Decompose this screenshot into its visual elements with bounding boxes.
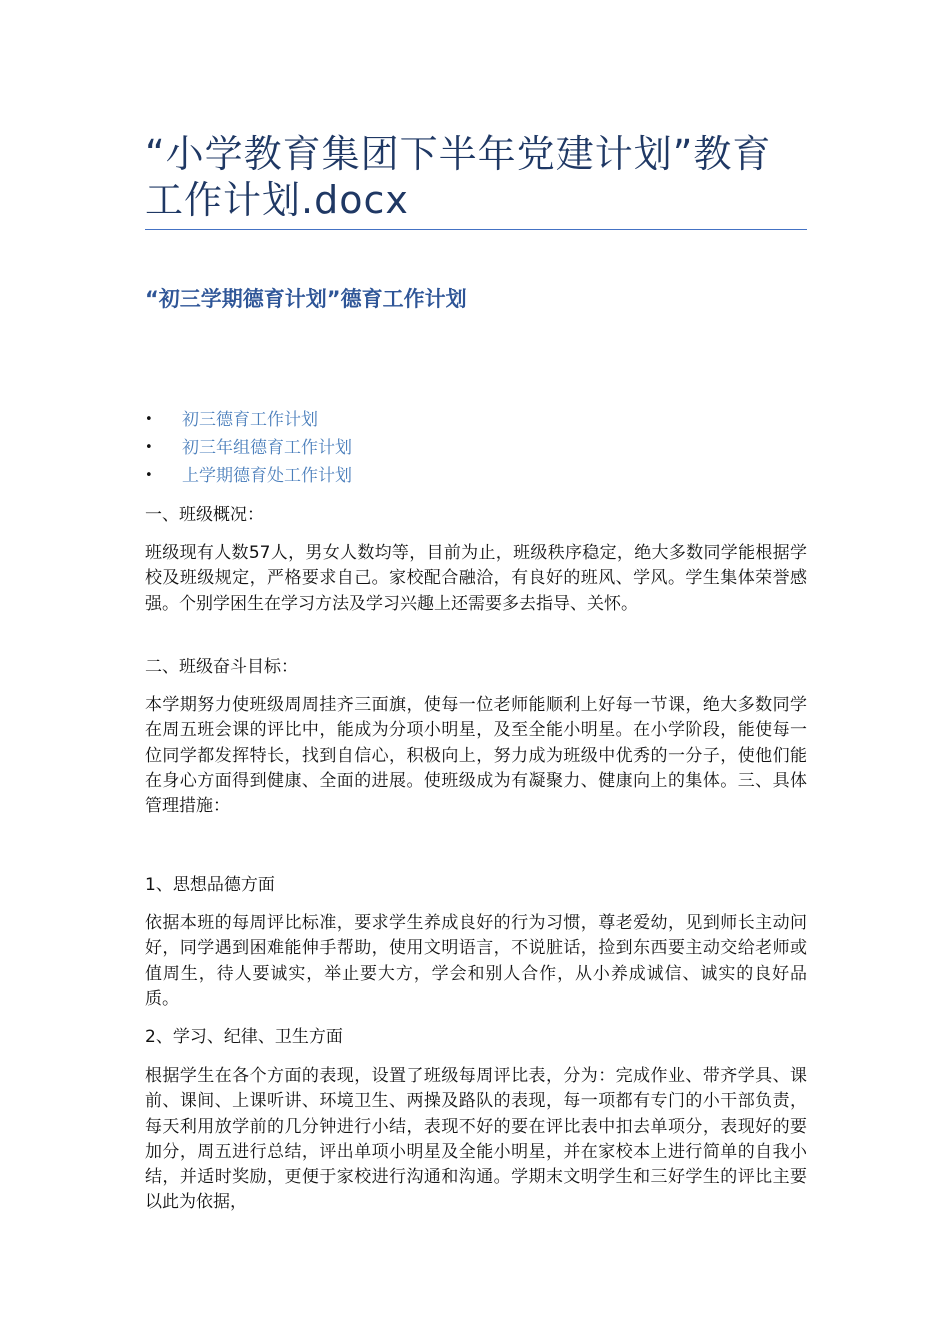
body-paragraph: 根据学生在各个方面的表现，设置了班级每周评比表，分为：完成作业、带齐学具、课前、课间、上课听讲、环境卫生、两操及路队的表现，每一项都有专门的小干部负责，每天利用放学前的几分钟进行小结，表现不好的要在评比表中扣去单项分，表现好的要加分，周五进行总结，评出单项小明星及全能小明星，并在家校本上进行简单的自我小结，并适时奖励，更便于家校进行沟通和沟通。学期末文明学生和三好学生的评比主要以此为依据， bbox=[145, 1066, 807, 1213]
related-link[interactable]: 初三年组德育工作计划 bbox=[182, 438, 352, 458]
document-subtitle: “初三学期德育计划”德育工作计划 bbox=[145, 287, 467, 311]
section-heading: 一、班级概况： bbox=[145, 505, 264, 525]
related-link[interactable]: 上学期德育处工作计划 bbox=[182, 466, 352, 486]
title-divider bbox=[145, 229, 807, 230]
bullet-icon: • bbox=[145, 440, 153, 455]
related-link-item bbox=[145, 434, 352, 462]
related-link-item bbox=[145, 406, 352, 434]
document-title: “小学教育集团下半年党建计划”教育工作计划.docx bbox=[145, 132, 772, 222]
related-link[interactable]: 初三德育工作计划 bbox=[182, 410, 318, 430]
section-heading: 1、思想品德方面 bbox=[145, 875, 275, 895]
body-paragraph: 本学期努力使班级周周挂齐三面旗，使每一位老师能顺利上好每一节课，绝大多数同学在周五班会课的评比中，能成为分项小明星，及至全能小明星。在小学阶段，能使每一位同学都发挥特长，找到自信心，积极向上，努力成为班级中优秀的一分子，使他们能在身心方面得到健康、全面的进展。使班级成为有凝聚力、健康向上的集体。三、具体管理措施： bbox=[145, 695, 807, 817]
body-paragraph: 依据本班的每周评比标准，要求学生养成良好的行为习惯，尊老爱幼，见到师长主动问好，同学遇到困难能伸手帮助，使用文明语言，不说脏话，捡到东西要主动交给老师或值周生，待人要诚实，举止要大方，学会和别人合作，从小养成诚信、诚实的良好品质。 bbox=[145, 913, 807, 1009]
section-heading: 二、班级奋斗目标： bbox=[145, 657, 298, 677]
bullet-icon: • bbox=[145, 412, 153, 427]
body-paragraph: 班级现有人数57人，男女人数均等，目前为止，班级秩序稳定，绝大多数同学能根据学校及班级规定，严格要求自己。家校配合融洽，有良好的班风、学风。学生集体荣誉感强。个别学困生在学习方法及学习兴趣上还需要多去指导、关怀。 bbox=[145, 543, 807, 614]
related-links-list bbox=[145, 406, 352, 490]
related-link-item bbox=[145, 462, 352, 490]
section-heading: 2、学习、纪律、卫生方面 bbox=[145, 1027, 343, 1047]
bullet-icon: • bbox=[145, 468, 153, 483]
